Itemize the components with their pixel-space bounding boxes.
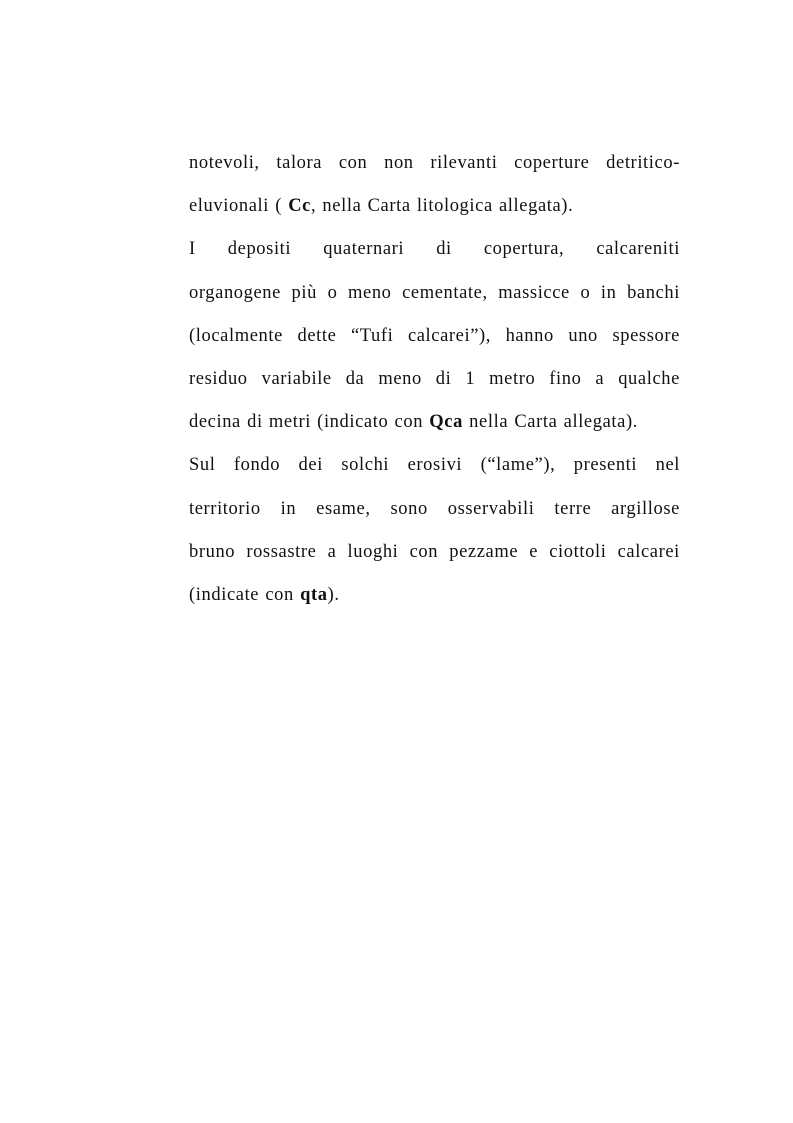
word: massicce xyxy=(498,282,570,303)
word: cementate, xyxy=(402,282,488,303)
paragraph-1-line-2 xyxy=(189,185,680,228)
word: terre xyxy=(554,498,592,519)
word: erosivi xyxy=(407,455,463,476)
word: rilevanti xyxy=(430,153,498,173)
word: a xyxy=(595,368,605,389)
word: nel xyxy=(655,455,680,476)
word: sono xyxy=(390,498,428,519)
word: “Tufi xyxy=(350,325,394,346)
text-fragment: eluvionali ( xyxy=(189,196,289,217)
word: rossastre xyxy=(246,541,317,562)
word: (localmente xyxy=(189,325,283,346)
word: argillose xyxy=(611,498,680,519)
word: di xyxy=(435,368,452,389)
word: solchi xyxy=(341,455,390,476)
lithology-code-qca: Qca xyxy=(429,412,463,433)
paragraph-2-line-4 xyxy=(189,358,680,401)
paragraph-2-line-5 xyxy=(189,401,680,444)
paragraph-3-line-4 xyxy=(189,574,680,617)
word: e xyxy=(529,541,539,562)
word: con xyxy=(338,153,368,173)
word: banchi xyxy=(627,282,680,303)
paragraph-3-line-1 xyxy=(189,444,680,487)
word: osservabili xyxy=(447,498,535,519)
word: più xyxy=(291,282,317,303)
paragraph-2-line-3 xyxy=(189,315,680,358)
word: Sul xyxy=(189,455,216,476)
word: o xyxy=(580,282,591,303)
word: spessore xyxy=(612,325,680,346)
text-fragment: (indicate con xyxy=(189,584,301,605)
word: metro xyxy=(489,368,536,389)
word: in xyxy=(600,282,617,303)
word: variabile xyxy=(261,368,332,389)
word: luoghi xyxy=(347,541,399,562)
word: di xyxy=(436,239,452,260)
word: hanno xyxy=(505,325,554,346)
paragraph-3-line-2 xyxy=(189,488,680,531)
word: territorio xyxy=(189,498,261,519)
word: 1 xyxy=(465,368,476,389)
word: presenti xyxy=(573,455,638,476)
word: notevoli, xyxy=(189,153,260,173)
word: residuo xyxy=(189,368,248,389)
word: (“lame”), xyxy=(480,455,556,476)
body-text xyxy=(189,142,680,617)
word: qualche xyxy=(618,368,680,389)
word: dette xyxy=(297,325,337,346)
lithology-code-qta: qta xyxy=(300,584,328,605)
word: detritico- xyxy=(606,153,680,173)
word: organogene xyxy=(189,282,281,303)
paragraph-3-line-3 xyxy=(189,531,680,574)
word: in xyxy=(280,498,297,519)
word: o xyxy=(327,282,338,303)
word: non xyxy=(384,153,414,173)
word: meno xyxy=(378,368,422,389)
word: ciottoli xyxy=(549,541,607,562)
word: I xyxy=(189,239,196,260)
text-fragment: , nella Carta litologica allegata). xyxy=(310,196,574,217)
word: calcarei xyxy=(617,541,680,562)
word: da xyxy=(345,368,365,389)
lithology-code-cc: Cc xyxy=(288,196,311,217)
word: a xyxy=(327,541,337,562)
word: esame, xyxy=(316,498,371,519)
word: fino xyxy=(549,368,582,389)
word: coperture xyxy=(514,153,590,173)
word: dei xyxy=(298,455,323,476)
word: con xyxy=(409,541,439,562)
text-fragment: nella Carta allegata). xyxy=(462,412,638,433)
word: meno xyxy=(348,282,392,303)
word: quaternari xyxy=(323,239,405,260)
word: fondo xyxy=(233,455,281,476)
word: calcareniti xyxy=(596,239,680,260)
text-fragment: ). xyxy=(327,584,340,605)
word: bruno xyxy=(189,541,236,562)
paragraph-1-line-1 xyxy=(189,142,680,185)
word: calcarei”), xyxy=(407,325,492,346)
word: uno xyxy=(568,325,598,346)
paragraph-2-line-1 xyxy=(189,228,680,271)
paragraph-2-line-2 xyxy=(189,272,680,315)
word: copertura, xyxy=(483,239,565,260)
text-fragment: decina di metri (indicato con xyxy=(189,412,430,433)
word: depositi xyxy=(227,239,292,260)
word: pezzame xyxy=(449,541,519,562)
word: talora xyxy=(276,153,323,173)
